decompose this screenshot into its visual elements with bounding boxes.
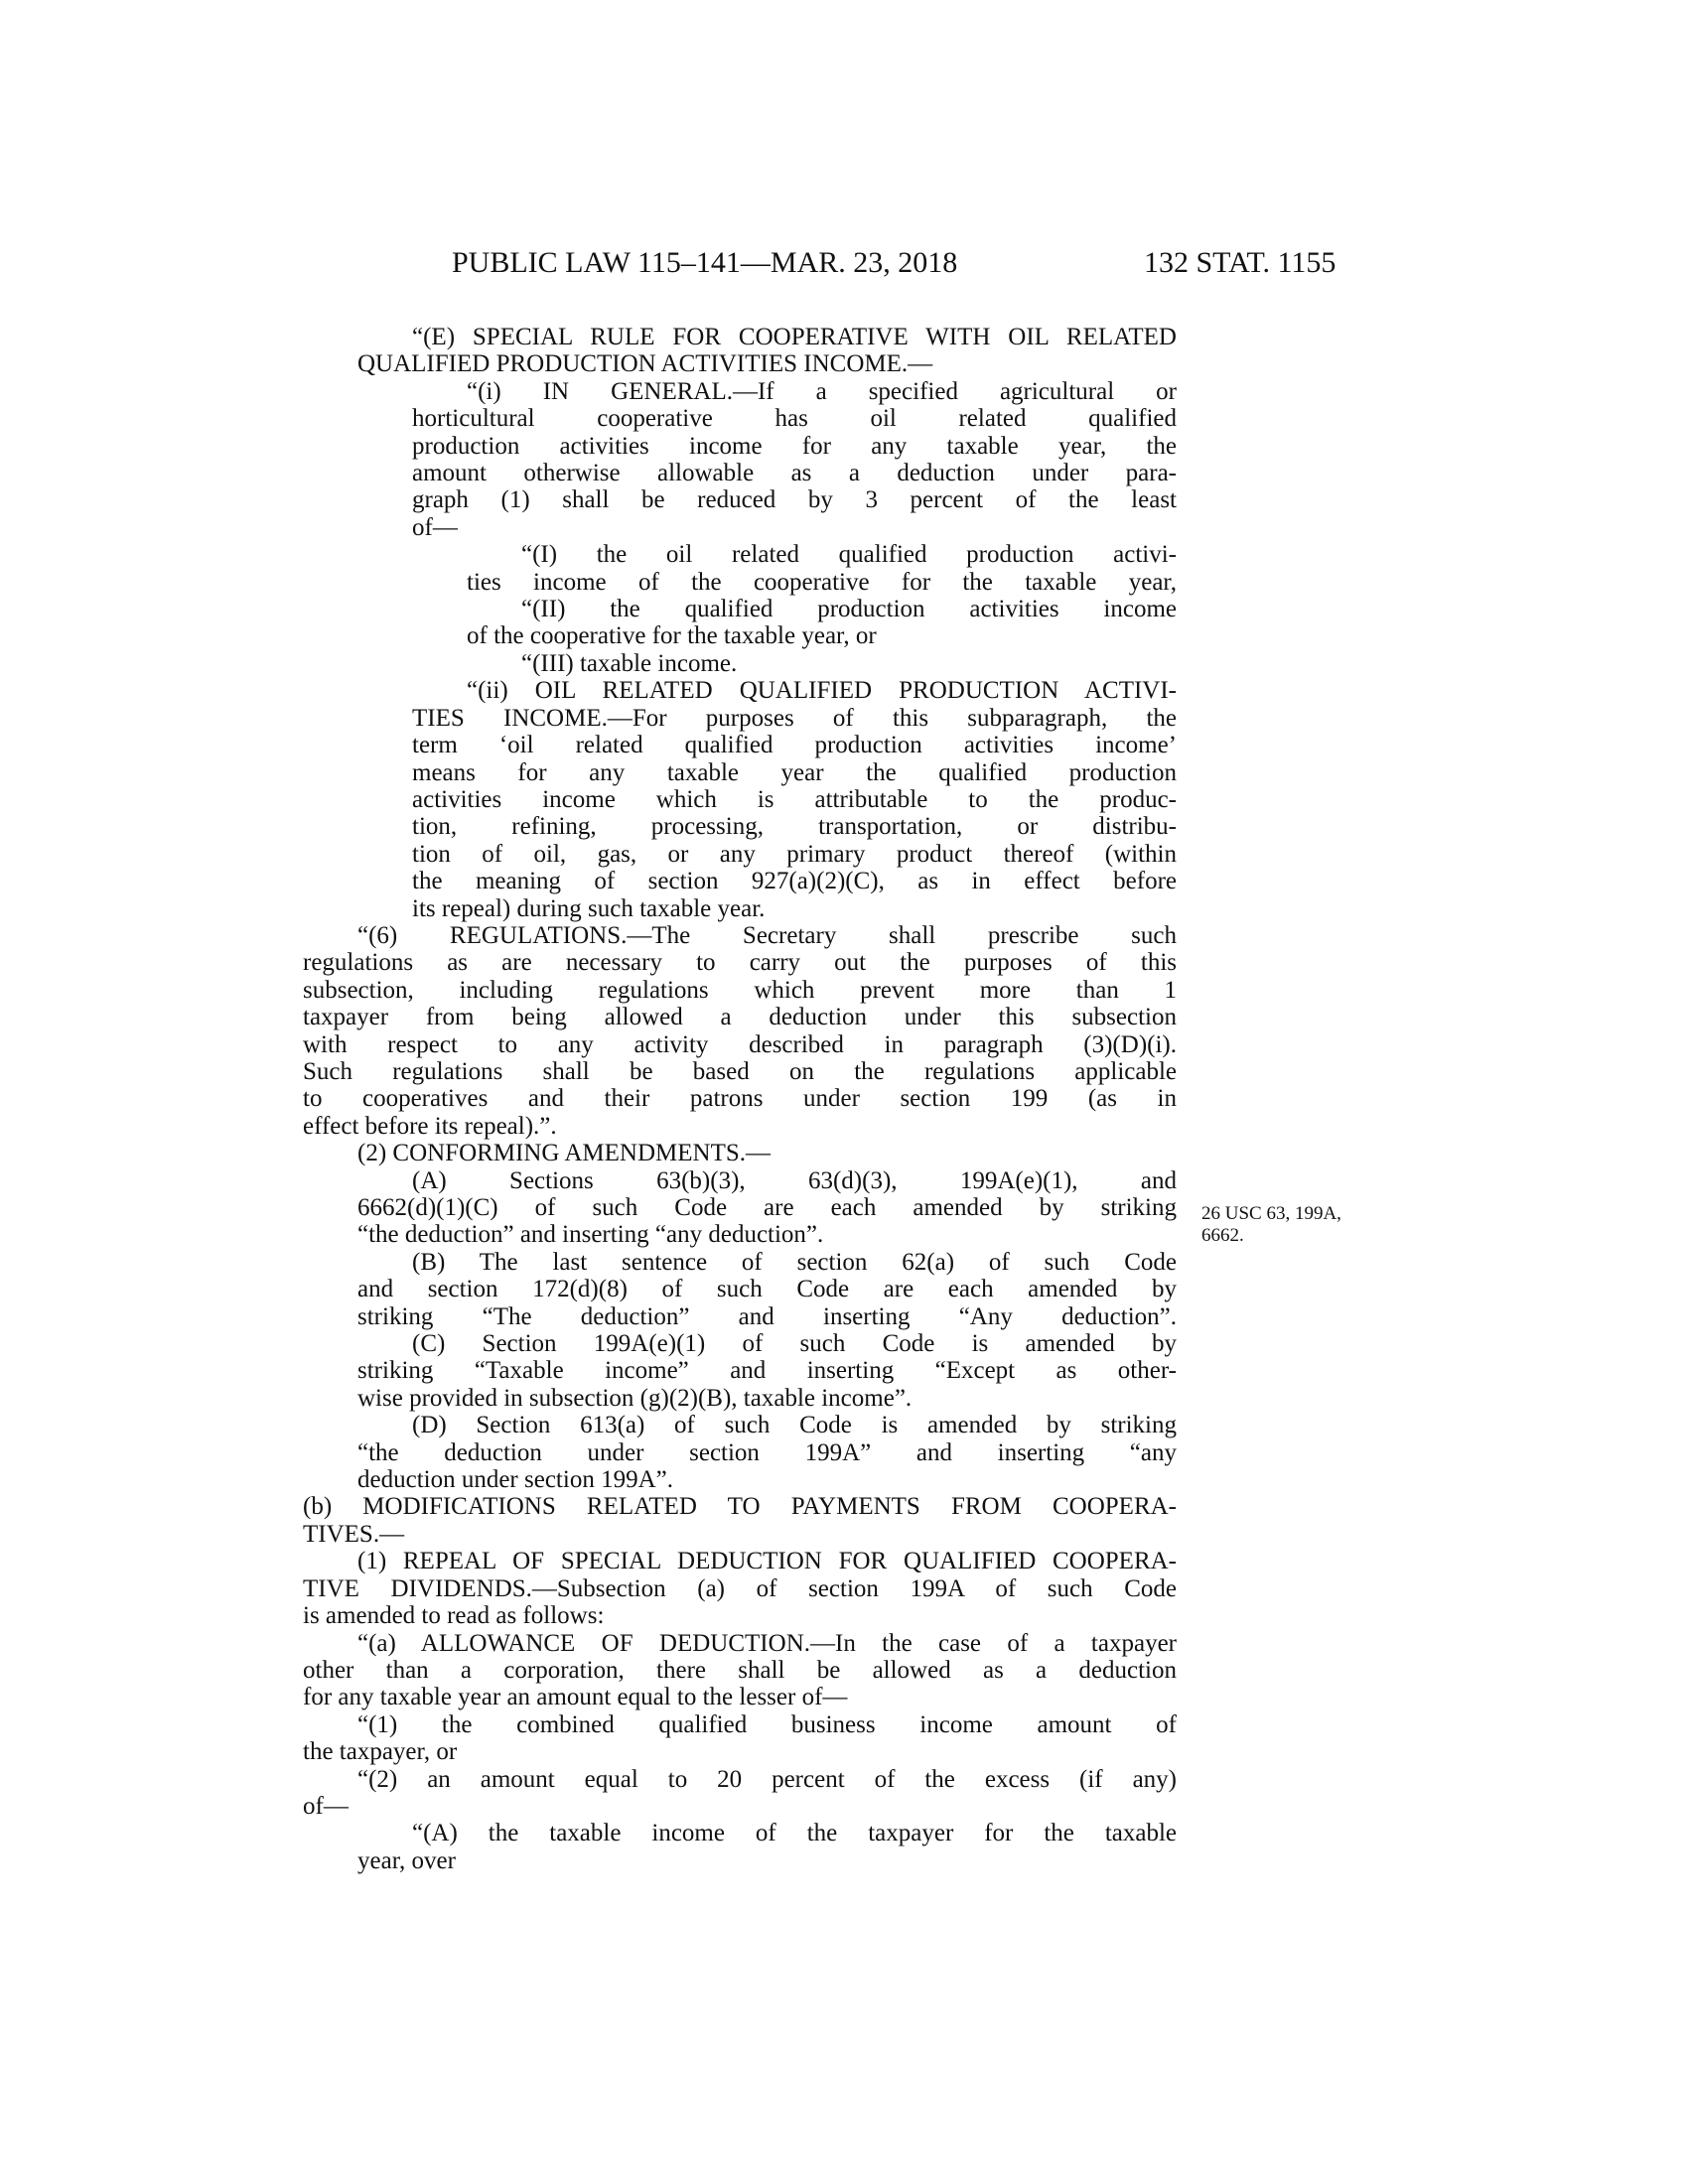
text-line: “(6) REGULATIONS.—The Secretary shall prescribe such [357, 921, 1177, 949]
text-line: for any taxable year an amount equal to the lesser of— [303, 1684, 848, 1711]
text-line: other than a corporation, there shall be allowed as a deduction [303, 1656, 1177, 1684]
text-line: “(II) the qualified production activities income [521, 596, 1177, 623]
text-line: the meaning of section 927(a)(2)(C), as in effect before [412, 868, 1177, 895]
text-line: “(a) ALLOWANCE OF DEDUCTION.—In the case of a taxpayer [357, 1629, 1177, 1657]
text-line: the taxpayer, or [303, 1738, 458, 1766]
text-line: striking “The deduction” and inserting “Any deduction”. [357, 1302, 1177, 1330]
text-line: (B) The last sentence of section 62(a) of such Code [412, 1248, 1177, 1276]
text-line: (1) REPEAL OF SPECIAL DEDUCTION FOR QUALIFIED COOPERA- [357, 1548, 1177, 1575]
running-header-title: PUBLIC LAW 115–141—MAR. 23, 2018 [452, 246, 958, 279]
text-line: tion, refining, processing, transportation, or distribu- [412, 813, 1177, 841]
text-line: (A) Sections 63(b)(3), 63(d)(3), 199A(e)(1), and [412, 1166, 1177, 1194]
text-line: year, over [357, 1846, 456, 1874]
text-line: of— [303, 1792, 349, 1820]
text-line: Such regulations shall be based on the regulations applicable [303, 1057, 1177, 1085]
text-line: “(I) the oil related qualified production activi- [521, 541, 1177, 569]
text-line: horticultural cooperative has oil related qualified [412, 405, 1177, 433]
text-line: deduction under section 199A”. [357, 1466, 673, 1494]
text-line: (2) CONFORMING AMENDMENTS.— [357, 1140, 771, 1167]
text-line: (C) Section 199A(e)(1) of such Code is amended by [412, 1330, 1177, 1358]
text-line: ties income of the cooperative for the taxable year, [467, 568, 1177, 596]
text-line: regulations as are necessary to carry out the purposes of this [303, 949, 1177, 977]
text-line: QUALIFIED PRODUCTION ACTIVITIES INCOME.— [357, 350, 933, 378]
text-line: “(1) the combined qualified business income amount of [357, 1710, 1177, 1738]
text-line: “the deduction under section 199A” and inserting “any [357, 1438, 1177, 1466]
margin-citation-line: 26 USC 63, 199A, [1201, 1203, 1341, 1224]
text-line: TIVE DIVIDENDS.—Subsection (a) of section 199A of such Code [303, 1574, 1177, 1602]
document-body [303, 324, 1177, 1874]
text-line: “(III) taxable income. [521, 649, 738, 677]
text-line: TIES INCOME.—For purposes of this subparagraph, the [412, 704, 1177, 732]
text-line: amount otherwise allowable as a deduction under para- [412, 460, 1177, 487]
text-line: its repeal) during such taxable year. [412, 894, 766, 922]
text-line: “(ii) OIL RELATED QUALIFIED PRODUCTION ACTIVI- [467, 677, 1177, 705]
text-line: subsection, including regulations which prevent more than 1 [303, 976, 1177, 1004]
text-line: graph (1) shall be reduced by 3 percent of the least [412, 486, 1177, 514]
text-line: to cooperatives and their patrons under section 199 (as in [303, 1085, 1177, 1113]
text-line: taxpayer from being allowed a deduction under this subsection [303, 1004, 1177, 1031]
text-line: “the deduction” and inserting “any deduction”. [357, 1221, 824, 1249]
text-line: “(E) SPECIAL RULE FOR COOPERATIVE WITH OIL RELATED [412, 324, 1177, 350]
text-line: and section 172(d)(8) of such Code are each amended by [357, 1276, 1177, 1303]
text-line: “(A) the taxable income of the taxpayer for the taxable [412, 1820, 1177, 1847]
text-line: (b) MODIFICATIONS RELATED TO PAYMENTS FROM COOPERA- [303, 1493, 1177, 1521]
text-line: (D) Section 613(a) of such Code is amended by striking [412, 1412, 1177, 1439]
text-line: tion of oil, gas, or any primary product thereof (within [412, 840, 1177, 868]
text-line: activities income which is attributable to the produc- [412, 785, 1177, 813]
running-header-page-number: 132 STAT. 1155 [1144, 246, 1336, 279]
text-line: production activities income for any taxable year, the [412, 432, 1177, 460]
text-line: effect before its repeal).”. [303, 1112, 557, 1140]
text-line: striking “Taxable income” and inserting “Except as other- [357, 1357, 1177, 1385]
text-line: term ‘oil related qualified production activities income’ [412, 732, 1177, 759]
text-line: means for any taxable year the qualified production [412, 758, 1177, 786]
margin-citation [1201, 1203, 1390, 1247]
text-line: 6662(d)(1)(C) of such Code are each amended by striking [357, 1194, 1177, 1221]
text-line: of the cooperative for the taxable year, or [467, 622, 877, 650]
text-line: “(2) an amount equal to 20 percent of the excess (if any) [357, 1765, 1177, 1793]
text-line: of— [412, 513, 458, 541]
text-line: with respect to any activity described in paragraph (3)(D)(i). [303, 1030, 1177, 1058]
text-line: “(i) IN GENERAL.—If a specified agricultural or [467, 377, 1177, 405]
margin-citation-line: 6662. [1201, 1225, 1244, 1246]
text-line: is amended to read as follows: [303, 1602, 605, 1630]
text-line: wise provided in subsection (g)(2)(B), taxable income”. [357, 1384, 913, 1412]
text-line: TIVES.— [303, 1520, 405, 1548]
